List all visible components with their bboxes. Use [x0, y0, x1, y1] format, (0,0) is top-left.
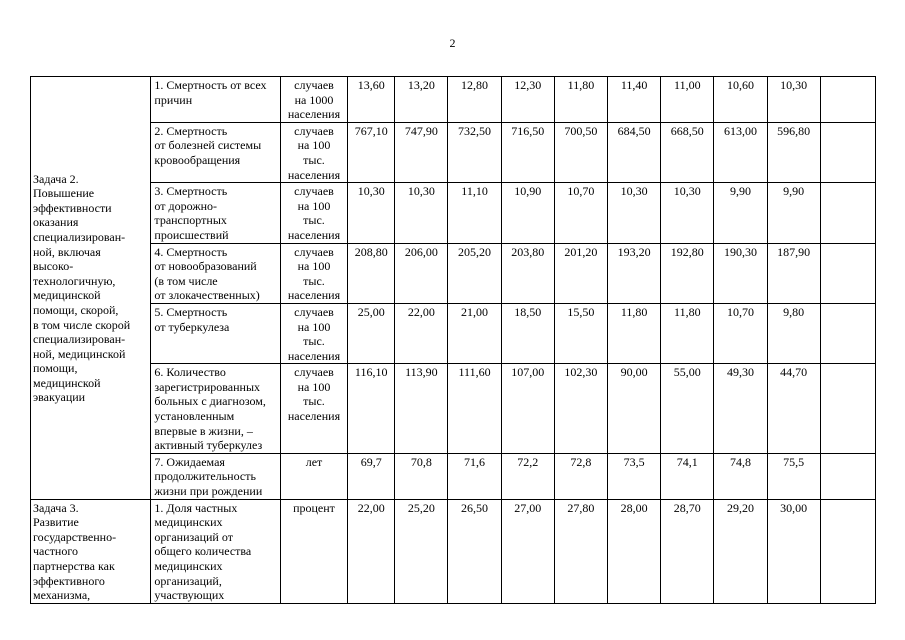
value-cell: 11,40 [608, 77, 661, 123]
indicator-cell: 6. Количество зарегистрированных больных с диагнозом, установленным впервые в жизни, – активный туберкулез [151, 364, 280, 454]
value-cell: 9,80 [767, 303, 820, 363]
value-cell: 75,5 [767, 453, 820, 499]
task-text: Задача 3. Развитие государственно- частного партнерства как эффективного механизма, [33, 500, 117, 603]
value-cell: 111,60 [448, 364, 501, 454]
value-cell: 732,50 [448, 122, 501, 182]
task-cell [31, 499, 151, 603]
value-cell: 767,10 [348, 122, 395, 182]
value-cell: 90,00 [608, 364, 661, 454]
value-cell: 11,00 [661, 77, 714, 123]
table-row [31, 77, 876, 123]
table-row [31, 303, 876, 363]
value-cell: 747,90 [395, 122, 448, 182]
table-row [31, 453, 876, 499]
value-cell: 12,80 [448, 77, 501, 123]
value-cell: 26,50 [448, 499, 501, 603]
value-cell: 700,50 [554, 122, 607, 182]
table-body [31, 77, 876, 604]
value-cell: 113,90 [395, 364, 448, 454]
value-cell: 30,00 [767, 499, 820, 603]
value-cell: 73,5 [608, 453, 661, 499]
value-cell: 190,30 [714, 243, 767, 303]
value-cell: 10,90 [501, 183, 554, 243]
value-cell: 10,70 [714, 303, 767, 363]
empty-cell [820, 364, 875, 454]
empty-cell [820, 499, 875, 603]
value-cell: 11,80 [661, 303, 714, 363]
value-cell: 192,80 [661, 243, 714, 303]
empty-cell [820, 243, 875, 303]
table-row [31, 243, 876, 303]
value-cell: 74,8 [714, 453, 767, 499]
value-cell: 25,00 [348, 303, 395, 363]
value-cell: 10,30 [395, 183, 448, 243]
value-cell: 69,7 [348, 453, 395, 499]
empty-cell [820, 183, 875, 243]
indicator-cell: 1. Смертность от всех причин [151, 77, 280, 123]
value-cell: 29,20 [714, 499, 767, 603]
unit-cell: лет [280, 453, 347, 499]
unit-cell: случаев на 100 тыс. населения [280, 303, 347, 363]
value-cell: 203,80 [501, 243, 554, 303]
value-cell: 25,20 [395, 499, 448, 603]
value-cell: 716,50 [501, 122, 554, 182]
value-cell: 10,30 [348, 183, 395, 243]
value-cell: 27,00 [501, 499, 554, 603]
value-cell: 49,30 [714, 364, 767, 454]
table-row [31, 183, 876, 243]
value-cell: 70,8 [395, 453, 448, 499]
empty-cell [820, 303, 875, 363]
value-cell: 10,30 [661, 183, 714, 243]
unit-cell: случаев на 100 тыс. населения [280, 183, 347, 243]
indicator-cell: 2. Смертность от болезней системы кровообращения [151, 122, 280, 182]
value-cell: 193,20 [608, 243, 661, 303]
unit-cell: случаев на 100 тыс. населения [280, 243, 347, 303]
value-cell: 10,60 [714, 77, 767, 123]
value-cell: 205,20 [448, 243, 501, 303]
value-cell: 596,80 [767, 122, 820, 182]
value-cell: 11,80 [608, 303, 661, 363]
unit-cell: случаев на 100 тыс. населения [280, 122, 347, 182]
value-cell: 72,2 [501, 453, 554, 499]
value-cell: 55,00 [661, 364, 714, 454]
table-row [31, 364, 876, 454]
unit-cell: случаев на 100 тыс. населения [280, 364, 347, 454]
value-cell: 28,00 [608, 499, 661, 603]
empty-cell [820, 122, 875, 182]
table-row [31, 122, 876, 182]
value-cell: 102,30 [554, 364, 607, 454]
value-cell: 11,80 [554, 77, 607, 123]
value-cell: 18,50 [501, 303, 554, 363]
value-cell: 10,30 [608, 183, 661, 243]
value-cell: 12,30 [501, 77, 554, 123]
unit-cell: случаев на 1000 населения [280, 77, 347, 123]
value-cell: 22,00 [395, 303, 448, 363]
task-text: Задача 2. Повышение эффективности оказания специализирован- ной, включая высоко- технологичную, медицинской помощи, скорой, в том числе скорой специализирован- ной, медицинской помощи, медицинской эвакуации [33, 171, 131, 405]
value-cell: 21,00 [448, 303, 501, 363]
value-cell: 22,00 [348, 499, 395, 603]
indicators-table [30, 76, 876, 604]
value-cell: 13,20 [395, 77, 448, 123]
indicator-cell: 1. Доля частных медицинских организаций от общего количества медицинских организаций, участвующих [151, 499, 280, 603]
task-cell [31, 77, 151, 500]
unit-cell: процент [280, 499, 347, 603]
value-cell: 668,50 [661, 122, 714, 182]
value-cell: 74,1 [661, 453, 714, 499]
value-cell: 9,90 [714, 183, 767, 243]
value-cell: 684,50 [608, 122, 661, 182]
value-cell: 116,10 [348, 364, 395, 454]
value-cell: 44,70 [767, 364, 820, 454]
indicator-cell: 4. Смертность от новообразований (в том числе от злокачественных) [151, 243, 280, 303]
value-cell: 613,00 [714, 122, 767, 182]
value-cell: 9,90 [767, 183, 820, 243]
value-cell: 28,70 [661, 499, 714, 603]
value-cell: 208,80 [348, 243, 395, 303]
value-cell: 10,30 [767, 77, 820, 123]
value-cell: 11,10 [448, 183, 501, 243]
value-cell: 201,20 [554, 243, 607, 303]
value-cell: 71,6 [448, 453, 501, 499]
empty-cell [820, 77, 875, 123]
indicator-cell: 7. Ожидаемая продолжительность жизни при рождении [151, 453, 280, 499]
indicator-cell: 5. Смертность от туберкулеза [151, 303, 280, 363]
table-row [31, 499, 876, 603]
value-cell: 107,00 [501, 364, 554, 454]
value-cell: 206,00 [395, 243, 448, 303]
value-cell: 13,60 [348, 77, 395, 123]
value-cell: 72,8 [554, 453, 607, 499]
value-cell: 27,80 [554, 499, 607, 603]
value-cell: 15,50 [554, 303, 607, 363]
indicator-cell: 3. Смертность от дорожно- транспортных происшествий [151, 183, 280, 243]
value-cell: 10,70 [554, 183, 607, 243]
value-cell: 187,90 [767, 243, 820, 303]
empty-cell [820, 453, 875, 499]
page-number: 2 [449, 36, 456, 50]
